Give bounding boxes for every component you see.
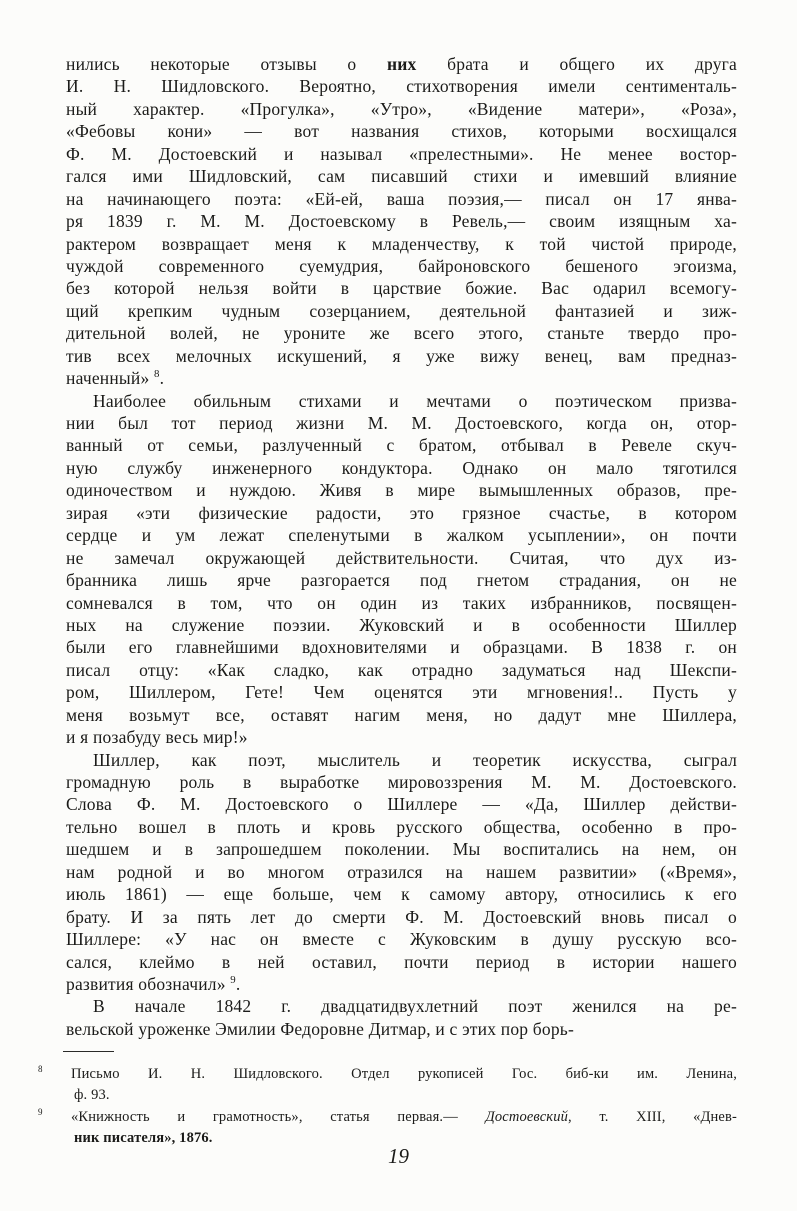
footnote-separator-rule — [63, 1051, 114, 1052]
text-line: без которой нельзя войти в царствие божие. Вас одарил всемогу- — [66, 278, 737, 299]
footnote — [36, 1107, 737, 1150]
text-line: сался, клеймо в ней оставил, почти период в истории нашего — [66, 951, 737, 972]
footnote-ref: 9 — [230, 974, 236, 987]
footnote-line: 8 Письмо И. Н. Шидловского. Отдел рукописей Гос. биб-ки им. Ленина, — [38, 1064, 737, 1082]
text-line: Шиллере: «У нас он вместе с Жуковским в душу русскую всо- — [66, 929, 737, 950]
text-line: тельно вошел в плоть и кровь русского общества, особенно в про- — [66, 816, 737, 837]
text-line: ром, Шиллером, Гете! Чем оценятся эти мгновения!.. Пусть у — [66, 682, 737, 703]
text-line: нились некоторые отзывы о них брата и общего их друга — [66, 54, 737, 74]
text-line: не замечал окружающей действительности. Считая, что дух из- — [66, 547, 737, 568]
text-line: шедшем и в запрошедшем поколении. Мы воспитались на нем, он — [66, 839, 737, 860]
text-line: бранника лишь ярче разгорается под гнетом страдания, он не — [66, 570, 737, 591]
footnote-ref: 8 — [153, 368, 160, 381]
text-line: зирая «эти физические радости, это грязное счастье, в котором — [66, 502, 737, 523]
paragraph — [66, 995, 737, 1040]
text-line: ря 1839 г. М. М. Достоевскому в Ревель,— своим изящным ха- — [66, 211, 737, 232]
text-line: рактером возвращает меня к младенчеству, к той чистой природе, — [66, 233, 737, 254]
text-line: ванный от семьи, разлученный с братом, отбывал в Ревеле скуч- — [66, 435, 737, 456]
text-line: В начале 1842 г. двадцатидвухлетний поэт женился на ре- — [93, 996, 737, 1017]
text-line: развития обозначил» $^9$. — [66, 973, 241, 994]
text-line: громадную роль в выработке мировоззрения М. М. Достоевского. — [66, 772, 737, 792]
text-line: ный характер. «Прогулка», «Утро», «Видение матери», «Роза», — [66, 98, 737, 119]
text-line: ных на служение поэзии. Жуковский и в особенности Шиллер — [66, 614, 737, 635]
text-line: Слова Ф. М. Достоевского о Шиллере — «Да, Шиллер действи- — [66, 794, 737, 815]
text-line: сердце и ум лежат спеленутыми в жалком усыплении», он почти — [66, 525, 737, 546]
text-line: щий крепким чудным созерцанием, деятельной фантазией и зиж- — [66, 300, 737, 321]
footnote — [36, 1064, 737, 1107]
text-line: Ф. М. Достоевский и называл «прелестными». Не менее востор- — [66, 143, 737, 164]
text-line: июль 1861) — еще больше, чем к самому автору, относились к его — [66, 884, 737, 905]
text-line: наченный» $^8$. — [66, 368, 165, 389]
text-line: и я позабуду весь мир!» — [66, 727, 248, 748]
text-line: гался ими Шидловский, сам писавший стихи и имевший влияние — [66, 166, 737, 187]
paragraph — [66, 390, 737, 749]
text-line: «Фебовы кони» — вот названия стихов, которыми восхищался — [66, 121, 737, 142]
paragraph — [66, 749, 737, 996]
text-line: брату. И за пять лет до смерти Ф. М. Достоевский вновь писал о — [66, 906, 737, 927]
text-line: ную службу инженерного кондуктора. Однако он мало тяготился — [66, 457, 737, 478]
text-line: нам родной и во многом отразился на нашем развитии» («Время», — [66, 861, 737, 882]
text-line: сомневался в том, что он один из таких избранников, посвящен- — [66, 592, 737, 613]
page-number: 19 — [388, 1144, 409, 1168]
footnote-line: ф. 93. — [74, 1087, 110, 1104]
text-line: писал отцу: «Как сладко, как отрадно задуматься над Шекспи- — [66, 659, 737, 680]
footnotes-section — [36, 1064, 737, 1149]
text-line: Шиллер, как поэт, мыслитель и теоретик искусства, сыграл — [93, 749, 737, 770]
text-line: меня возьмут все, оставят нагим меня, но дадут мне Шиллера, — [66, 704, 737, 725]
footnote-line: 9 «Книжность и грамотность», статья первая.— Достоевский, т. XIII, «Днев- — [38, 1106, 737, 1125]
footnote-line: ник писателя», 1876. — [74, 1129, 213, 1146]
text-line: дительной волей, не уроните же всего этого, станьте твердо про- — [66, 323, 737, 344]
text-line: одиночеством и нуждою. Живя в мире вымышленных образов, пре- — [66, 480, 737, 501]
text-line: тив всех мелочных искушений, я уже вижу венец, вам предназ- — [66, 345, 737, 366]
main-text-block — [66, 53, 737, 1040]
text-line: вельской уроженке Эмилии Федоровне Дитмар, и с этих пор борь- — [66, 1018, 575, 1039]
text-line: чуждой современного суемудрия, байроновского бешеного эгоизма, — [66, 255, 737, 276]
text-line: на начинающего поэта: «Ей-ей, ваша поэзия,— писал он 17 янва- — [66, 188, 737, 209]
text-line: И. Н. Шидловского. Вероятно, стихотворения имели сентименталь- — [66, 76, 737, 97]
text-line: Наиболее обильным стихами и мечтами о поэтическом призва- — [93, 390, 737, 411]
paragraph — [66, 53, 737, 390]
text-line: нии был тот период жизни М. М. Достоевского, когда он, отор- — [66, 413, 737, 433]
text-line: были его главнейшими вдохновителями и образцами. В 1838 г. он — [66, 637, 737, 658]
